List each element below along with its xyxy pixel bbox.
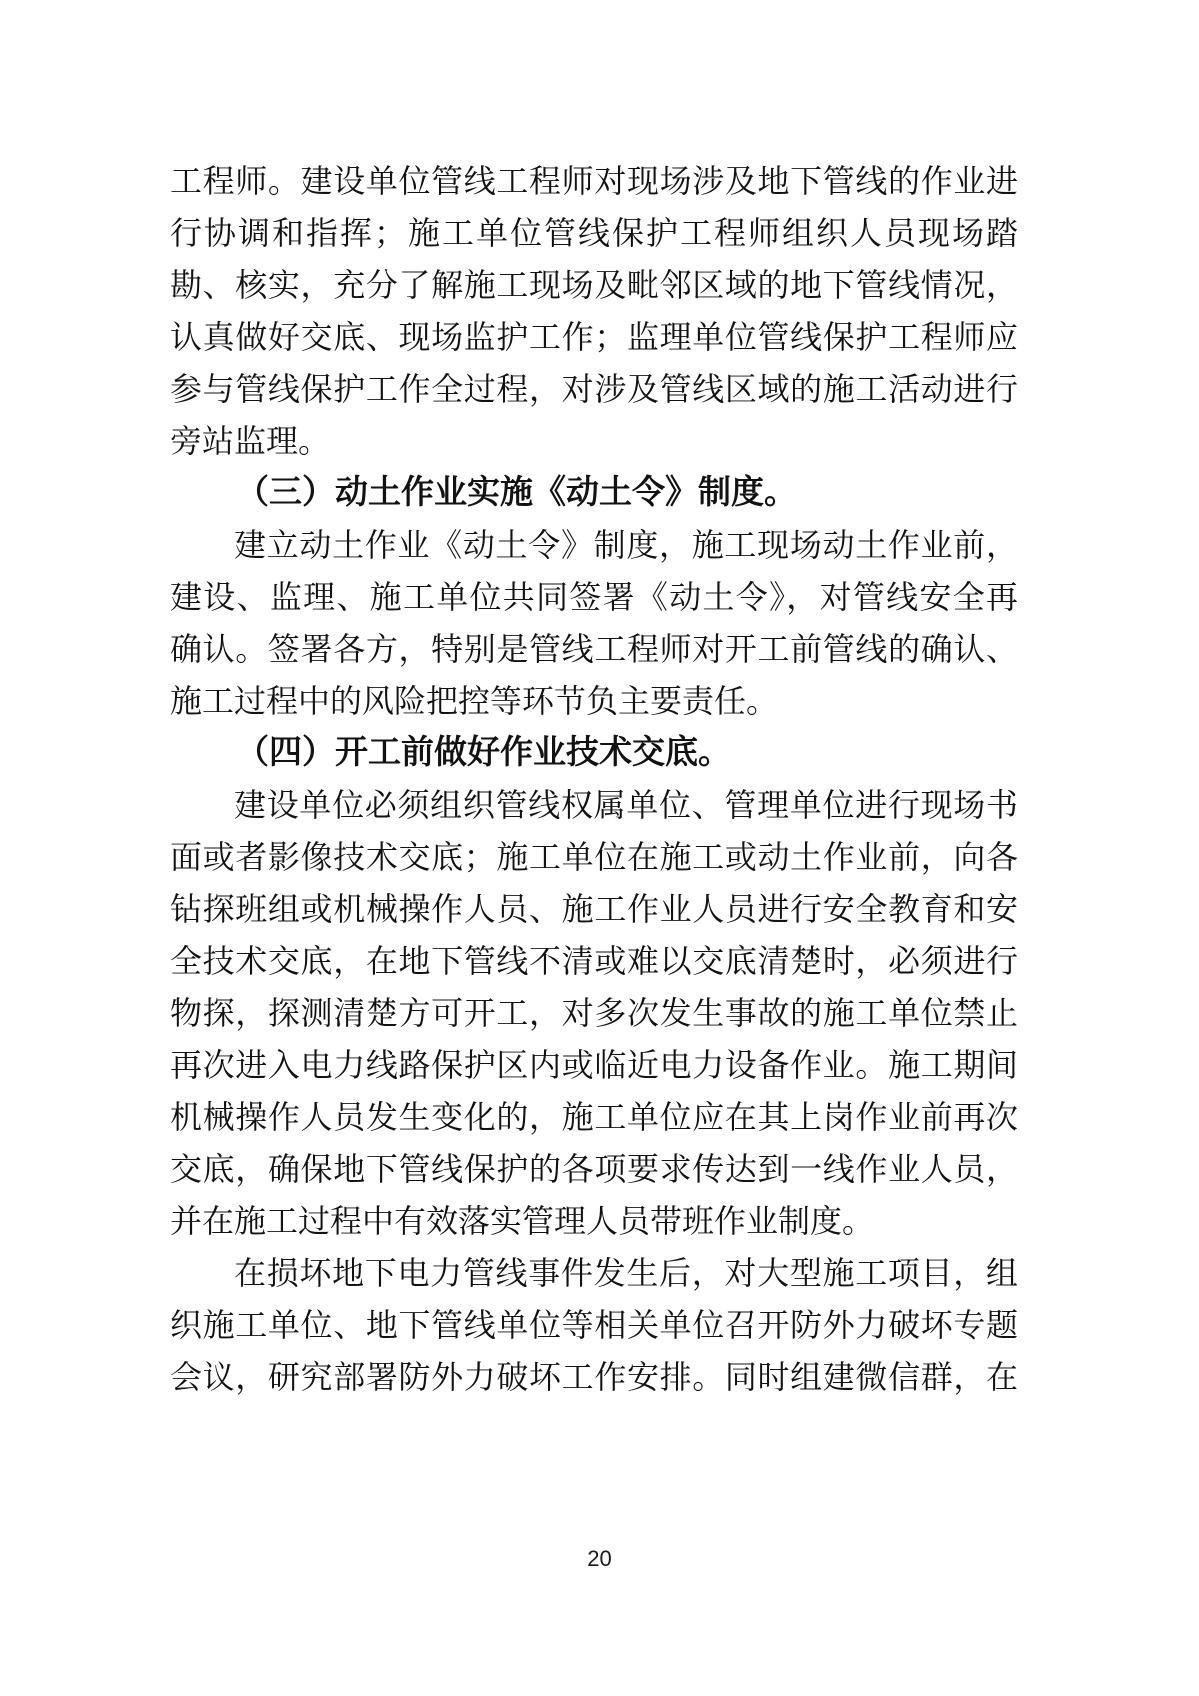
text-line: 认真做好交底、现场监护工作；监理单位管线保护工程师应: [170, 319, 1018, 355]
text-line: 物探，探测清楚方可开工，对多次发生事故的施工单位禁止: [170, 995, 1018, 1031]
text-line: 钻探班组或机械操作人员、施工作业人员进行安全教育和安: [170, 891, 1018, 927]
text-line: 行协调和指挥；施工单位管线保护工程师组织人员现场踏: [170, 215, 1018, 251]
text-line: 参与管线保护工作全过程，对涉及管线区域的施工活动进行: [170, 371, 1018, 407]
text-line: 旁站监理。: [170, 423, 331, 459]
text-line: 建设单位必须组织管线权属单位、管理单位进行现场书: [234, 787, 1018, 823]
text-line: 面或者影像技术交底；施工单位在施工或动土作业前，向各: [170, 839, 1018, 875]
document-body: [170, 155, 1018, 1403]
page-number: 20: [587, 1546, 612, 1571]
text-line: 施工过程中的风险把控等环节负主要责任。: [170, 683, 779, 719]
text-line: 交底，确保地下管线保护的各项要求传达到一线作业人员，: [170, 1151, 1018, 1187]
text-line: 再次进入电力线路保护区内或临近电力设备作业。施工期间: [170, 1047, 1018, 1083]
text-line: 会议，研究部署防外力破坏工作安排。同时组建微信群，在: [170, 1359, 1018, 1395]
section-heading-3: （三）动土作业实施《动土令》制度。: [236, 475, 797, 511]
text-line: 织施工单位、地下管线单位等相关单位召开防外力破坏专题: [170, 1307, 1018, 1343]
text-line: 在损坏地下电力管线事件发生后，对大型施工项目，组: [234, 1255, 1018, 1291]
section-heading-4: （四）开工前做好作业技术交底。: [236, 735, 731, 771]
text-line: 工程师。建设单位管线工程师对现场涉及地下管线的作业进: [170, 163, 1018, 199]
text-line: 机械操作人员发生变化的，施工单位应在其上岗作业前再次: [170, 1099, 1018, 1135]
text-line: 建立动土作业《动土令》制度，施工现场动土作业前，: [234, 527, 1018, 563]
text-line: 全技术交底，在地下管线不清或难以交底清楚时，必须进行: [170, 943, 1018, 979]
text-line: 勘、核实，充分了解施工现场及毗邻区域的地下管线情况，: [170, 267, 1018, 303]
text-line: 建设、监理、施工单位共同签署《动土令》，对管线安全再: [170, 579, 1018, 615]
text-line: 确认。签署各方，特别是管线工程师对开工前管线的确认、: [170, 631, 1018, 667]
text-line: 并在施工过程中有效落实管理人员带班作业制度。: [170, 1203, 875, 1239]
